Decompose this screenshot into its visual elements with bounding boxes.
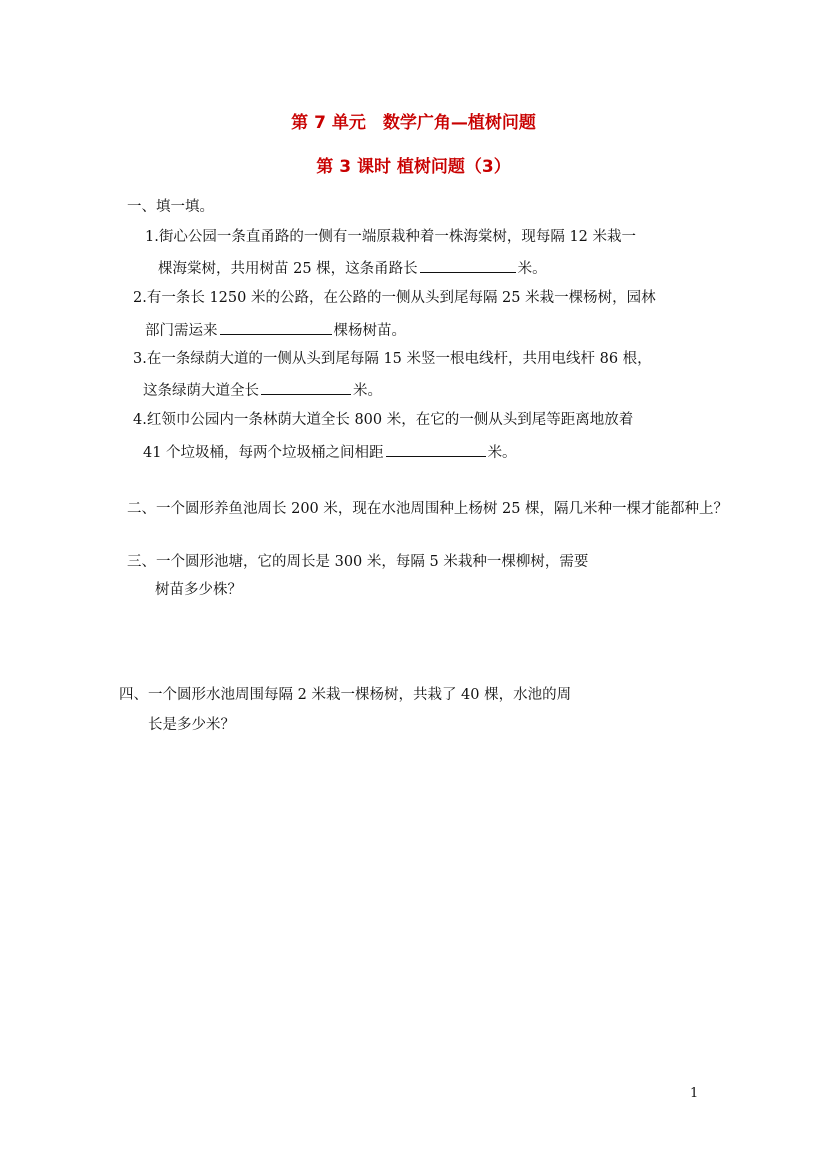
unit-title: 第 7 单元 数学广角—植树问题: [291, 113, 536, 133]
section3-line2: 树苗多少株？: [155, 582, 242, 598]
q3-text: 这条绿荫大道全长: [143, 383, 259, 399]
q2-unit: 棵杨树苗。: [333, 323, 406, 339]
q1-unit: 米。: [517, 261, 547, 277]
section3-line1: 三、一个圆形池塘，它的周长是 300 米，每隔 5 米栽种一棵柳树，需要: [127, 554, 589, 570]
q2-text: 部门需运来: [145, 323, 218, 339]
q4-unit: 米。: [487, 445, 517, 461]
q3-blank[interactable]: [261, 380, 351, 395]
section4-line1: 四、一个圆形水池周围每隔 2 米栽一棵杨树，共栽了 40 棵，水池的周: [119, 687, 572, 703]
page-number: 1: [690, 1086, 699, 1101]
q2-blank[interactable]: [220, 320, 332, 335]
section4-line2: 长是多少米？: [148, 717, 235, 733]
q4-line2: [143, 442, 517, 462]
q4-blank[interactable]: [386, 442, 486, 457]
q3-unit: 米。: [353, 383, 382, 399]
q4-text: 41 个垃圾桶，每两个垃圾桶之间相距: [143, 445, 384, 461]
q2-line1: 2.有一条长 1250 米的公路，在公路的一侧从头到尾每隔 25 米栽一棵杨树，园林: [133, 290, 656, 306]
q1-line2: [158, 258, 547, 278]
q1-line1: 1.街心公园一条直甬路的一侧有一端原栽种着一株海棠树，现每隔 12 米栽一: [145, 229, 637, 245]
section2-question: 二、一个圆形养鱼池周长 200 米，现在水池周围种上杨树 25 棵，隔几米种一棵才能都种上？: [127, 501, 729, 517]
q3-line2: [143, 380, 382, 400]
q3-line1: 3.在一条绿荫大道的一侧从头到尾每隔 15 米竖一根电线杆，共用电线杆 86 根，: [133, 351, 652, 367]
lesson-title: 第 3 课时 植树问题（3）: [316, 157, 511, 177]
q2-line2: [145, 320, 406, 340]
q1-text: 棵海棠树，共用树苗 25 棵，这条甬路长: [158, 261, 418, 277]
q4-line1: 4.红领巾公园内一条林荫大道全长 800 米，在它的一侧从头到尾等距离地放着: [133, 412, 634, 428]
q1-blank[interactable]: [420, 258, 516, 273]
section1-heading: 一、填一填。: [127, 199, 214, 215]
